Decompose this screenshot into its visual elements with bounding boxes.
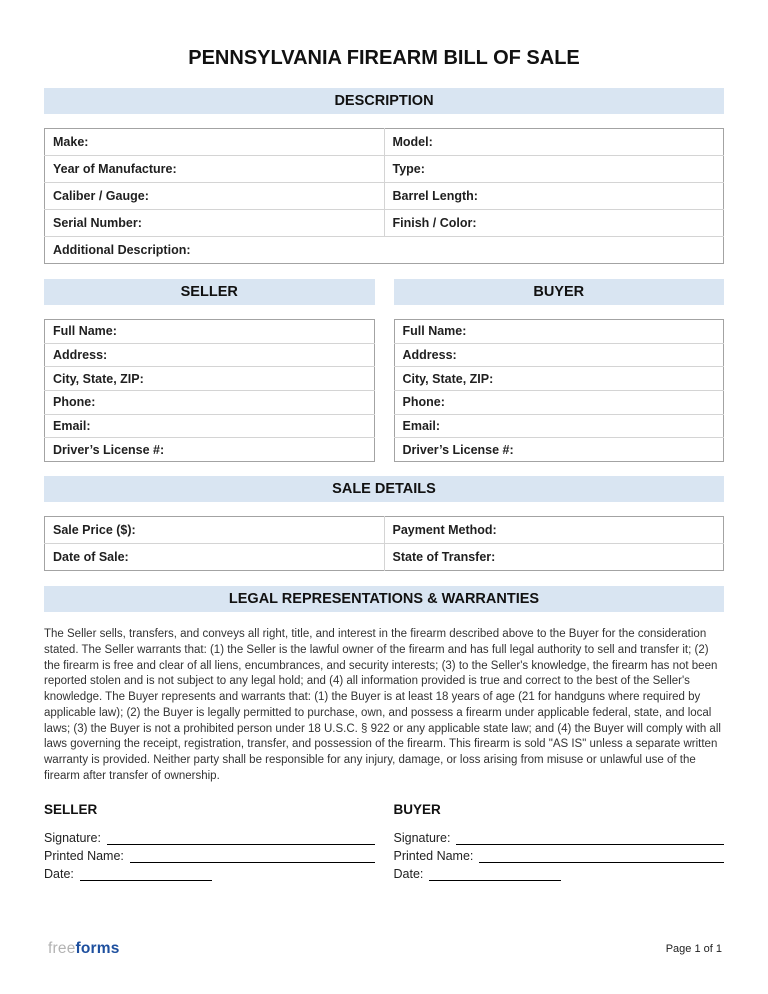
field-label-type: Type: [384, 156, 724, 183]
table-row [45, 156, 724, 183]
field-label-payment-method: Payment Method: [384, 517, 724, 544]
table-row [45, 367, 375, 391]
field-label-sale-price: Sale Price ($): [53, 523, 136, 538]
seller-date-row [44, 867, 375, 881]
table-row [45, 517, 724, 544]
buyer-field-label-city-state-zip: City, State, ZIP: [394, 367, 724, 391]
table-row [394, 391, 724, 415]
buyer-field-label-address: Address: [394, 343, 724, 367]
section-header-sale-details-label: SALE DETAILS [332, 481, 436, 498]
table-row [45, 237, 724, 264]
field-label-date-of-sale: Date of Sale: [45, 544, 385, 571]
field-label-make: Make: [53, 135, 89, 149]
section-header-seller [44, 279, 375, 305]
buyer-printed-name-line [479, 850, 724, 863]
seller-field-label-address: Address: [45, 343, 375, 367]
page-number: Page 1 of 1 [665, 943, 722, 955]
table-row [394, 343, 724, 367]
buyer-printed-name-label: Printed Name: [393, 848, 474, 863]
freeforms-logo-forms-text: forms [75, 940, 120, 957]
field-label-caliber-gauge: Caliber / Gauge: [45, 183, 385, 210]
seller-field-label-full-name: Full Name: [53, 324, 117, 339]
section-header-legal [44, 586, 724, 612]
section-header-buyer-label: BUYER [533, 284, 585, 300]
table-row [45, 414, 375, 438]
seller-printed-name-row [44, 849, 375, 863]
freeforms-logo [48, 940, 120, 958]
table-row [45, 544, 724, 571]
seller-signature-label: Signature: [44, 830, 101, 845]
table-row [45, 438, 375, 462]
table-row [45, 210, 724, 237]
section-header-sale-details [44, 476, 724, 502]
buyer-signature-heading: BUYER [393, 801, 441, 817]
buyer-signature-line [456, 832, 724, 845]
seller-signature-row [44, 831, 375, 845]
section-header-legal-label: LEGAL REPRESENTATIONS & WARRANTIES [228, 591, 540, 608]
seller-field-label-city-state-zip: City, State, ZIP: [45, 367, 375, 391]
section-header-seller-label: SELLER [180, 284, 238, 300]
field-label-serial-number: Serial Number: [45, 210, 385, 237]
seller-signature-block [44, 802, 375, 881]
buyer-date-row [394, 867, 725, 881]
buyer-signature-row [394, 831, 725, 845]
description-table [44, 128, 724, 264]
buyer-info-table [394, 319, 725, 462]
seller-info-table [44, 319, 375, 462]
buyer-date-label: Date: [393, 866, 424, 881]
field-label-finish-color: Finish / Color: [384, 210, 724, 237]
freeforms-logo-free-text: free [48, 940, 76, 957]
section-header-buyer [394, 279, 725, 305]
sale-details-table [44, 516, 724, 571]
table-row [45, 391, 375, 415]
table-row [394, 320, 724, 344]
table-row [394, 438, 724, 462]
seller-printed-name-label: Printed Name: [44, 848, 124, 863]
buyer-signature-label: Signature: [393, 830, 451, 845]
seller-signature-heading: SELLER [44, 801, 98, 817]
buyer-field-label-drivers-license: Driver’s License #: [394, 438, 724, 462]
page-footer [48, 940, 722, 958]
seller-date-label: Date: [44, 866, 74, 881]
section-header-description-label: DESCRIPTION [334, 93, 434, 109]
field-label-model: Model: [384, 129, 724, 156]
buyer-printed-name-row [394, 849, 725, 863]
legal-paragraph: The Seller sells, transfers, and conveys all right, title, and interest in the firearm described above to the Buyer for the consideration stated. The Seller warrants that: (1) the Seller is the lawful owner of the firearm and has full legal authority to sell and transfer it; (2) the firearm is free and clear of all liens, encumbrances, and security interests; (3) to the Seller's knowledge, the firearm has not been reported stolen and is not subject to any legal hold; and (4) all information provided is true and correct to the best of the Seller's knowledge. The Buyer represents and warrants that: (1) the Buyer is at least 18 years of age (21 for handguns where required by applicable law); (2) the Buyer is legally permitted to purchase, own, and possess a firearm under applicable federal, state, and local laws; (3) the Buyer is not a prohibited person under 18 U.S.C. § 922 or any applicable state law; and (4) the Buyer will comply with all laws governing the receipt, registration, transfer, and possession of the firearm. This firearm is sold "AS IS" unless a separate written warranty is provided. Neither party shall be responsible for any injury, damage, or loss arising from misuse or unlawful use of the firearm after transfer of ownership. [44, 628, 721, 782]
seller-date-line [80, 868, 212, 881]
field-label-year-of-manufacture: Year of Manufacture: [45, 156, 385, 183]
table-row [45, 320, 375, 344]
buyer-signature-block [394, 802, 725, 881]
table-row [45, 129, 724, 156]
table-row [394, 367, 724, 391]
table-row [45, 183, 724, 210]
field-label-barrel-length: Barrel Length: [384, 183, 724, 210]
section-header-description [44, 88, 724, 114]
seller-field-label-drivers-license: Driver’s License #: [45, 438, 375, 462]
table-row [45, 343, 375, 367]
buyer-date-line [429, 868, 561, 881]
buyer-field-label-full-name: Full Name: [402, 324, 467, 339]
seller-field-label-phone: Phone: [45, 391, 375, 415]
buyer-field-label-email: Email: [394, 414, 724, 438]
seller-signature-line [107, 832, 375, 845]
buyer-field-label-phone: Phone: [394, 391, 724, 415]
field-label-additional-description: Additional Description: [45, 237, 724, 264]
field-label-state-of-transfer: State of Transfer: [384, 544, 724, 571]
page-title: PENNSYLVANIA FIREARM BILL OF SALE [188, 47, 580, 69]
table-row [394, 414, 724, 438]
seller-field-label-email: Email: [45, 414, 375, 438]
seller-printed-name-line [130, 850, 375, 863]
